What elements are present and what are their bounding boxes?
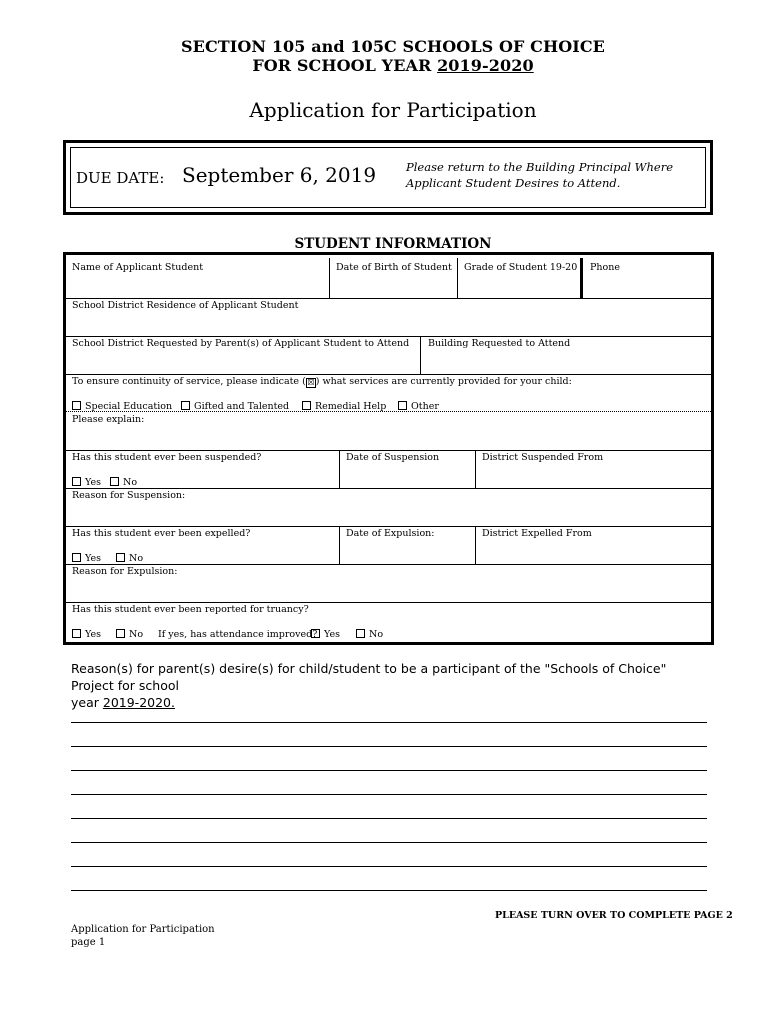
please-explain-field[interactable]: Please explain: (72, 414, 145, 425)
services-prompt: To ensure continuity of service, please indicate (☒) what services are currently provided for your child: (72, 376, 572, 387)
suspension-reason-field[interactable]: Reason for Suspension: (72, 490, 186, 501)
district-suspended-from-field[interactable]: District Suspended From (482, 452, 604, 463)
truancy-question: Has this student ever been reported for truancy? (72, 604, 309, 615)
service-other[interactable]: Other (398, 401, 439, 413)
title-line-1: SECTION 105 and 105C SCHOOLS OF CHOICE (181, 37, 605, 56)
due-date-label: DUE DATE: (76, 169, 165, 187)
checkbox-icon[interactable] (110, 477, 119, 486)
return-note: Please return to the Building Principal Where Applicant Student Desires to Attend. (406, 160, 674, 190)
turn-over-note: PLEASE TURN OVER TO COMPLETE PAGE 2 (495, 910, 733, 921)
expelled-yes[interactable]: Yes (72, 553, 101, 565)
reason-line[interactable] (71, 722, 707, 723)
truancy-no[interactable]: No (116, 629, 143, 641)
residence-field[interactable]: School District Residence of Applicant Student (72, 300, 299, 311)
expelled-no[interactable]: No (116, 553, 143, 565)
checkbox-icon[interactable] (311, 629, 320, 638)
building-requested-field[interactable]: Building Requested to Attend (428, 338, 571, 349)
suspended-no[interactable]: No (110, 477, 137, 489)
checkbox-icon[interactable] (356, 629, 365, 638)
checked-box-icon: ☒ (307, 378, 315, 387)
reason-line[interactable] (71, 866, 707, 867)
checkbox-icon[interactable] (72, 401, 81, 410)
school-year: 2019-2020 (437, 56, 534, 75)
due-date-value: September 6, 2019 (182, 163, 377, 187)
checkbox-icon[interactable] (116, 629, 125, 638)
checkbox-icon[interactable] (181, 401, 190, 410)
district-requested-field[interactable]: School District Requested by Parent(s) of Applicant Student to Attend (72, 338, 410, 349)
checkbox-icon[interactable] (72, 629, 81, 638)
reason-line[interactable] (71, 842, 707, 843)
grade-field[interactable]: Grade of Student 19-20 (464, 262, 578, 273)
section-title: STUDENT INFORMATION (294, 236, 492, 252)
district-expelled-from-field[interactable]: District Expelled From (482, 528, 592, 539)
page-footer: Application for Participation page 1 (71, 924, 215, 948)
title-line-2: FOR SCHOOL YEAR 2019-2020 (252, 56, 534, 75)
checkbox-icon[interactable] (302, 401, 311, 410)
service-gifted-talented[interactable]: Gifted and Talented (181, 401, 289, 413)
document-title (0, 37, 770, 75)
reason-line[interactable] (71, 818, 707, 819)
form-title: Application for Participation (249, 98, 537, 122)
service-special-education[interactable]: Special Education (72, 401, 172, 413)
suspended-question: Has this student ever been suspended? (72, 452, 262, 463)
suspension-date-field[interactable]: Date of Suspension (346, 452, 440, 463)
name-field[interactable]: Name of Applicant Student (72, 262, 204, 273)
attendance-yes[interactable]: Yes (311, 629, 340, 641)
expulsion-date-field[interactable]: Date of Expulsion: (346, 528, 435, 539)
reason-prompt: Reason(s) for parent(s) desire(s) for child/student to be a participant of the "Schools of Choice" Project for school year 2019-2020. (71, 661, 667, 710)
reason-line[interactable] (71, 794, 707, 795)
reason-line[interactable] (71, 746, 707, 747)
attendance-question: If yes, has attendance improved? (158, 629, 318, 640)
checkbox-icon[interactable] (72, 553, 81, 562)
expelled-question: Has this student ever been expelled? (72, 528, 251, 539)
checkbox-icon[interactable] (72, 477, 81, 486)
student-info-table (63, 252, 714, 645)
checkbox-icon[interactable] (398, 401, 407, 410)
suspended-yes[interactable]: Yes (72, 477, 101, 489)
attendance-no[interactable]: No (356, 629, 383, 641)
truancy-yes[interactable]: Yes (72, 629, 101, 641)
expulsion-reason-field[interactable]: Reason for Expulsion: (72, 566, 178, 577)
service-remedial-help[interactable]: Remedial Help (302, 401, 386, 413)
reason-line[interactable] (71, 890, 707, 891)
due-date-box (63, 140, 713, 215)
reason-line[interactable] (71, 770, 707, 771)
checkbox-icon[interactable] (116, 553, 125, 562)
phone-field[interactable]: Phone (590, 262, 620, 273)
dob-field[interactable]: Date of Birth of Student (336, 262, 452, 273)
